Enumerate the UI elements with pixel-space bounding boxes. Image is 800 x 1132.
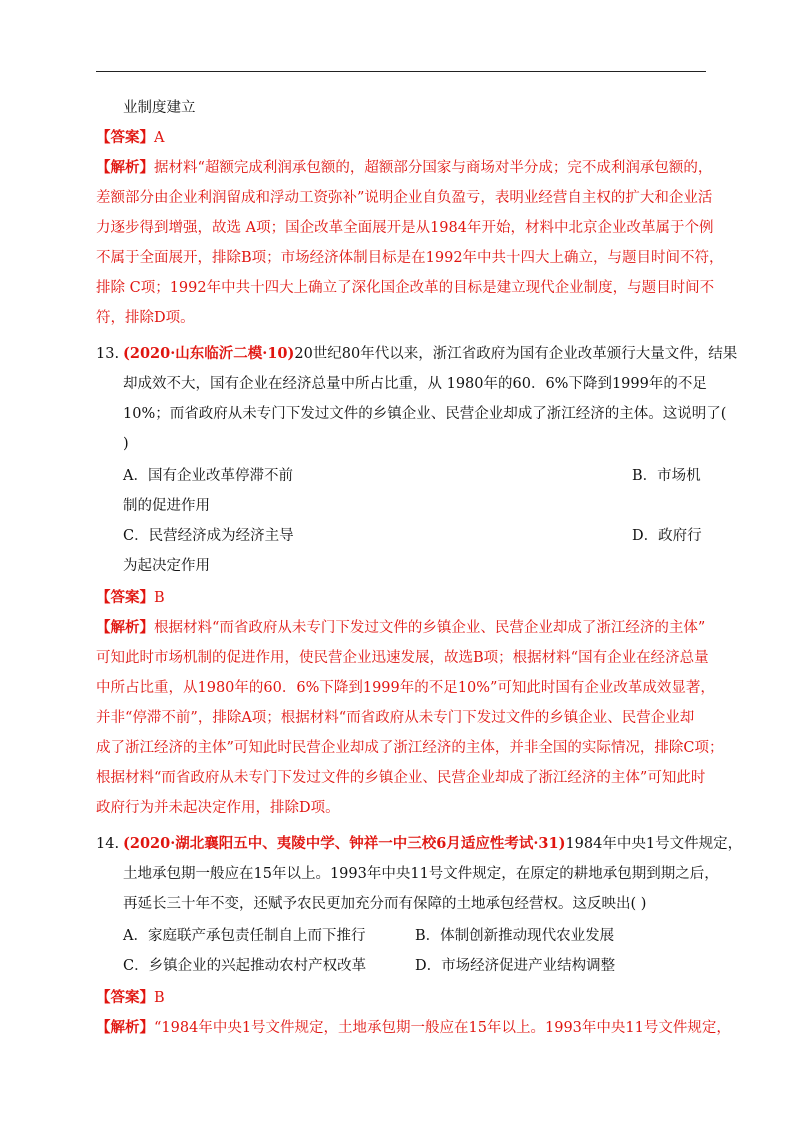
q14-option-a: A．家庭联产承包责任制自上而下推行 xyxy=(123,928,366,944)
answer-label: 【答案】 xyxy=(96,589,154,606)
q14-stem-line: 再延长三十年不变，还赋予农民更加充分而有保障的土地承包经营权。这反映出( ) xyxy=(123,896,647,912)
q13-analysis-line: 成了浙江经济的主体”可知此时民营企业却成了浙江经济的主体，并非全国的实际情况，排除C项； xyxy=(96,740,724,756)
prev-analysis-line: 【解析】据材料“超额完成利润承包额的，超额部分国家与商场对半分成；完不成利润承包额的， xyxy=(96,159,713,176)
q13-number: 13. xyxy=(96,346,120,362)
q13-analysis-line: 政府行为并未起决定作用，排除D项。 xyxy=(96,800,340,816)
q13-option-c: C．民营经济成为经济主导 xyxy=(123,528,294,544)
intro-tail: 业制度建立 xyxy=(123,100,196,116)
prev-analysis-line: 差额部分由企业利润留成和浮动工资弥补”说明企业自负盈亏，表明业经营自主权的扩大和企业活 xyxy=(96,190,713,206)
q13-analysis-line: 可知此时市场机制的促进作用，使民营企业迅速发展，故选B项；根据材料“国有企业在经济总量 xyxy=(96,650,709,666)
q13-source: (2020·山东临沂二模·10) xyxy=(123,345,295,362)
q13-stem-line: 10%；而省政府从未专门下发过文件的乡镇企业、民营企业却成了浙江经济的主体。这说明了( xyxy=(123,406,727,422)
q13-option-d: D．政府行 xyxy=(632,528,702,544)
prev-analysis-line: 力逐步得到增强，故选 A项；国企改革全面展开是从1984年开始，材料中北京企业改革属于个例 xyxy=(96,220,714,236)
prev-analysis-line: 不属于全面展开，排除B项；市场经济体制目标是在1992年中共十四大上确立，与题目时间不符， xyxy=(96,250,724,266)
q13-stem-line: ) xyxy=(123,436,129,452)
q13-option-b: B．市场机 xyxy=(632,468,701,484)
analysis-label: 【解析】 xyxy=(96,1019,154,1036)
q14-analysis-line: 【解析】“1984年中央1号文件规定，土地承包期一般应在15年以上。1993年中央11号文件规定， xyxy=(96,1019,731,1036)
header-rule xyxy=(96,71,706,72)
q14-option-c: C．乡镇企业的兴起推动农村产权改革 xyxy=(123,958,367,974)
q13-option-d-cont: 为起决定作用 xyxy=(123,558,210,574)
q14-number: 14. xyxy=(96,836,120,852)
q13-option-a: A．国有企业改革停滞不前 xyxy=(123,468,293,484)
q13-analysis-line: 并非“停滞不前”，排除A项；根据材料“而省政府从未专门下发过文件的乡镇企业、民营企业却 xyxy=(96,710,695,726)
q13-option-b-cont: 制的促进作用 xyxy=(123,498,210,514)
q13-stem-line: 13. (2020·山东临沂二模·10)20世纪80年代以来，浙江省政府为国有企业改革颁行大量文件，结果 xyxy=(96,345,738,362)
analysis-label: 【解析】 xyxy=(96,619,154,636)
q13-answer xyxy=(96,588,736,608)
answer-value: B xyxy=(154,590,165,606)
q13-analysis-line: 中所占比重，从1980年的60．6%下降到1999年的不足10%”可知此时国有企业改革成效显著， xyxy=(96,680,715,696)
prev-answer xyxy=(96,128,736,148)
q14-stem-line: 土地承包期一般应在15年以上。1993年中央11号文件规定，在原定的耕地承包期到期之后， xyxy=(123,866,719,882)
q14-source: (2020·湖北襄阳五中、夷陵中学、钟祥一中三校6月适应性考试·31) xyxy=(123,835,566,852)
prev-analysis-line: 排除 C项；1992年中共十四大上确立了深化国企改革的目标是建立现代企业制度，与题目时间不 xyxy=(96,280,715,296)
answer-value: B xyxy=(154,990,165,1006)
q13-stem-line: 却成效不大，国有企业在经济总量中所占比重，从 1980年的60．6%下降到1999年的不足 xyxy=(123,376,707,392)
q14-stem-line: 14. (2020·湖北襄阳五中、夷陵中学、钟祥一中三校6月适应性考试·31)1984年中央1号文件规定， xyxy=(96,835,743,852)
analysis-label: 【解析】 xyxy=(96,159,154,176)
answer-value: A xyxy=(154,130,165,146)
answer-label: 【答案】 xyxy=(96,129,154,146)
q13-analysis-line: 根据材料“而省政府从未专门下发过文件的乡镇企业、民营企业却成了浙江经济的主体”可知此时 xyxy=(96,770,706,786)
prev-analysis-line: 符，排除D项。 xyxy=(96,310,195,326)
q14-answer xyxy=(96,988,736,1008)
q14-option-b: B．体制创新推动现代农业发展 xyxy=(415,928,615,944)
q13-analysis-line: 【解析】根据材料“而省政府从未专门下发过文件的乡镇企业、民营企业却成了浙江经济的主体” xyxy=(96,619,706,636)
q14-option-d: D．市场经济促进产业结构调整 xyxy=(415,958,616,974)
answer-label: 【答案】 xyxy=(96,989,154,1006)
